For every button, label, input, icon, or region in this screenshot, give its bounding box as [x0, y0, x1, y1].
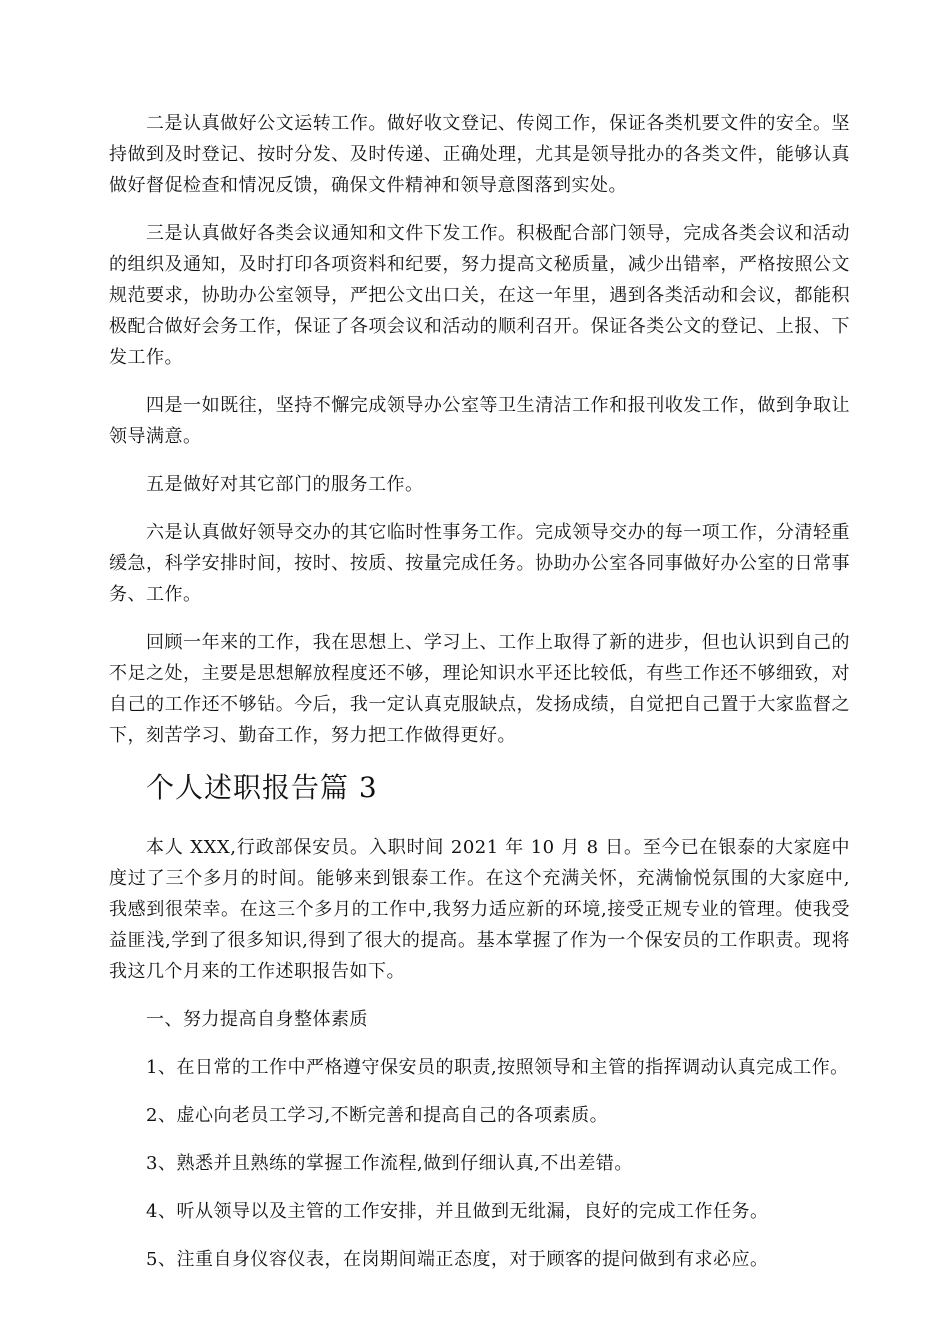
paragraph: 三是认真做好各类会议通知和文件下发工作。积极配合部门领导，完成各类会议和活动的组织及通知，及时打印各项资料和纪要，努力提高文秘质量，减少出错率，严格按照公文规范要求，协助办公室领导，严把公文出口关，在这一年里，遇到各类活动和会议，都能积极配合做好会务工作，保证了各项会议和活动的顺利召开。保证各类公文的登记、上报、下发工作。	[109, 223, 850, 368]
paragraph: 二是认真做好公文运转工作。做好收文登记、传阅工作，保证各类机要文件的安全。坚持做到及时登记、按时分发、及时传递、正确处理，尤其是领导批办的各类文件，能够认真做好督促检查和情况反馈，确保文件精神和领导意图落到实处。	[109, 113, 850, 196]
paragraph: 五是做好对其它部门的服务工作。	[146, 474, 424, 495]
list-item: 1、在日常的工作中严格遵守保安员的职责,按照领导和主管的指挥调动认真完成工作。	[146, 1057, 849, 1078]
list-item: 3、熟悉并且熟练的掌握工作流程,做到仔细认真,不出差错。	[146, 1153, 633, 1174]
paragraph: 六是认真做好领导交办的其它临时性事务工作。完成领导交办的每一项工作，分清轻重缓急，科学安排时间，按时、按质、按量完成任务。协助办公室各同事做好办公室的日常事务、工作。	[109, 522, 850, 605]
section-title: 个人述职报告篇 3	[146, 771, 378, 804]
list-item: 2、虚心向老员工学习,不断完善和提高自己的各项素质。	[146, 1105, 609, 1126]
document-page	[109, 108, 850, 1292]
subheading: 一、努力提高自身整体素质	[146, 1009, 368, 1030]
list-item: 4、听从领导以及主管的工作安排，并且做到无纰漏，良好的完成工作任务。	[146, 1201, 769, 1222]
paragraph: 回顾一年来的工作，我在思想上、学习上、工作上取得了新的进步，但也认识到自己的不足之处，主要是思想解放程度还不够，理论知识水平还比较低，有些工作还不够细致，对自己的工作还不够钻。今后，我一定认真克服缺点，发扬成绩，自觉把自己置于大家监督之下，刻苦学习、勤奋工作，努力把工作做得更好。	[109, 632, 850, 746]
paragraph: 本人 XXX,行政部保安员。入职时间 2021 年 10 月 8 日。至今已在银泰的大家庭中度过了三个多月的时间。能够来到银泰工作。在这个充满关怀，充满愉悦氛围的大家庭中,我感到很荣幸。在这三个多月的工作中,我努力适应新的环境,接受正规专业的管理。使我受益匪浅,学到了很多知识,得到了很大的提高。基本掌握了作为一个保安员的工作职责。现将我这几个月来的工作述职报告如下。	[109, 837, 850, 982]
paragraph: 四是一如既往，坚持不懈完成领导办公室等卫生清洁工作和报刊收发工作，做到争取让领导满意。	[109, 395, 850, 447]
list-item: 5、注重自身仪容仪表，在岗期间端正态度，对于顾客的提问做到有求必应。	[146, 1249, 769, 1270]
